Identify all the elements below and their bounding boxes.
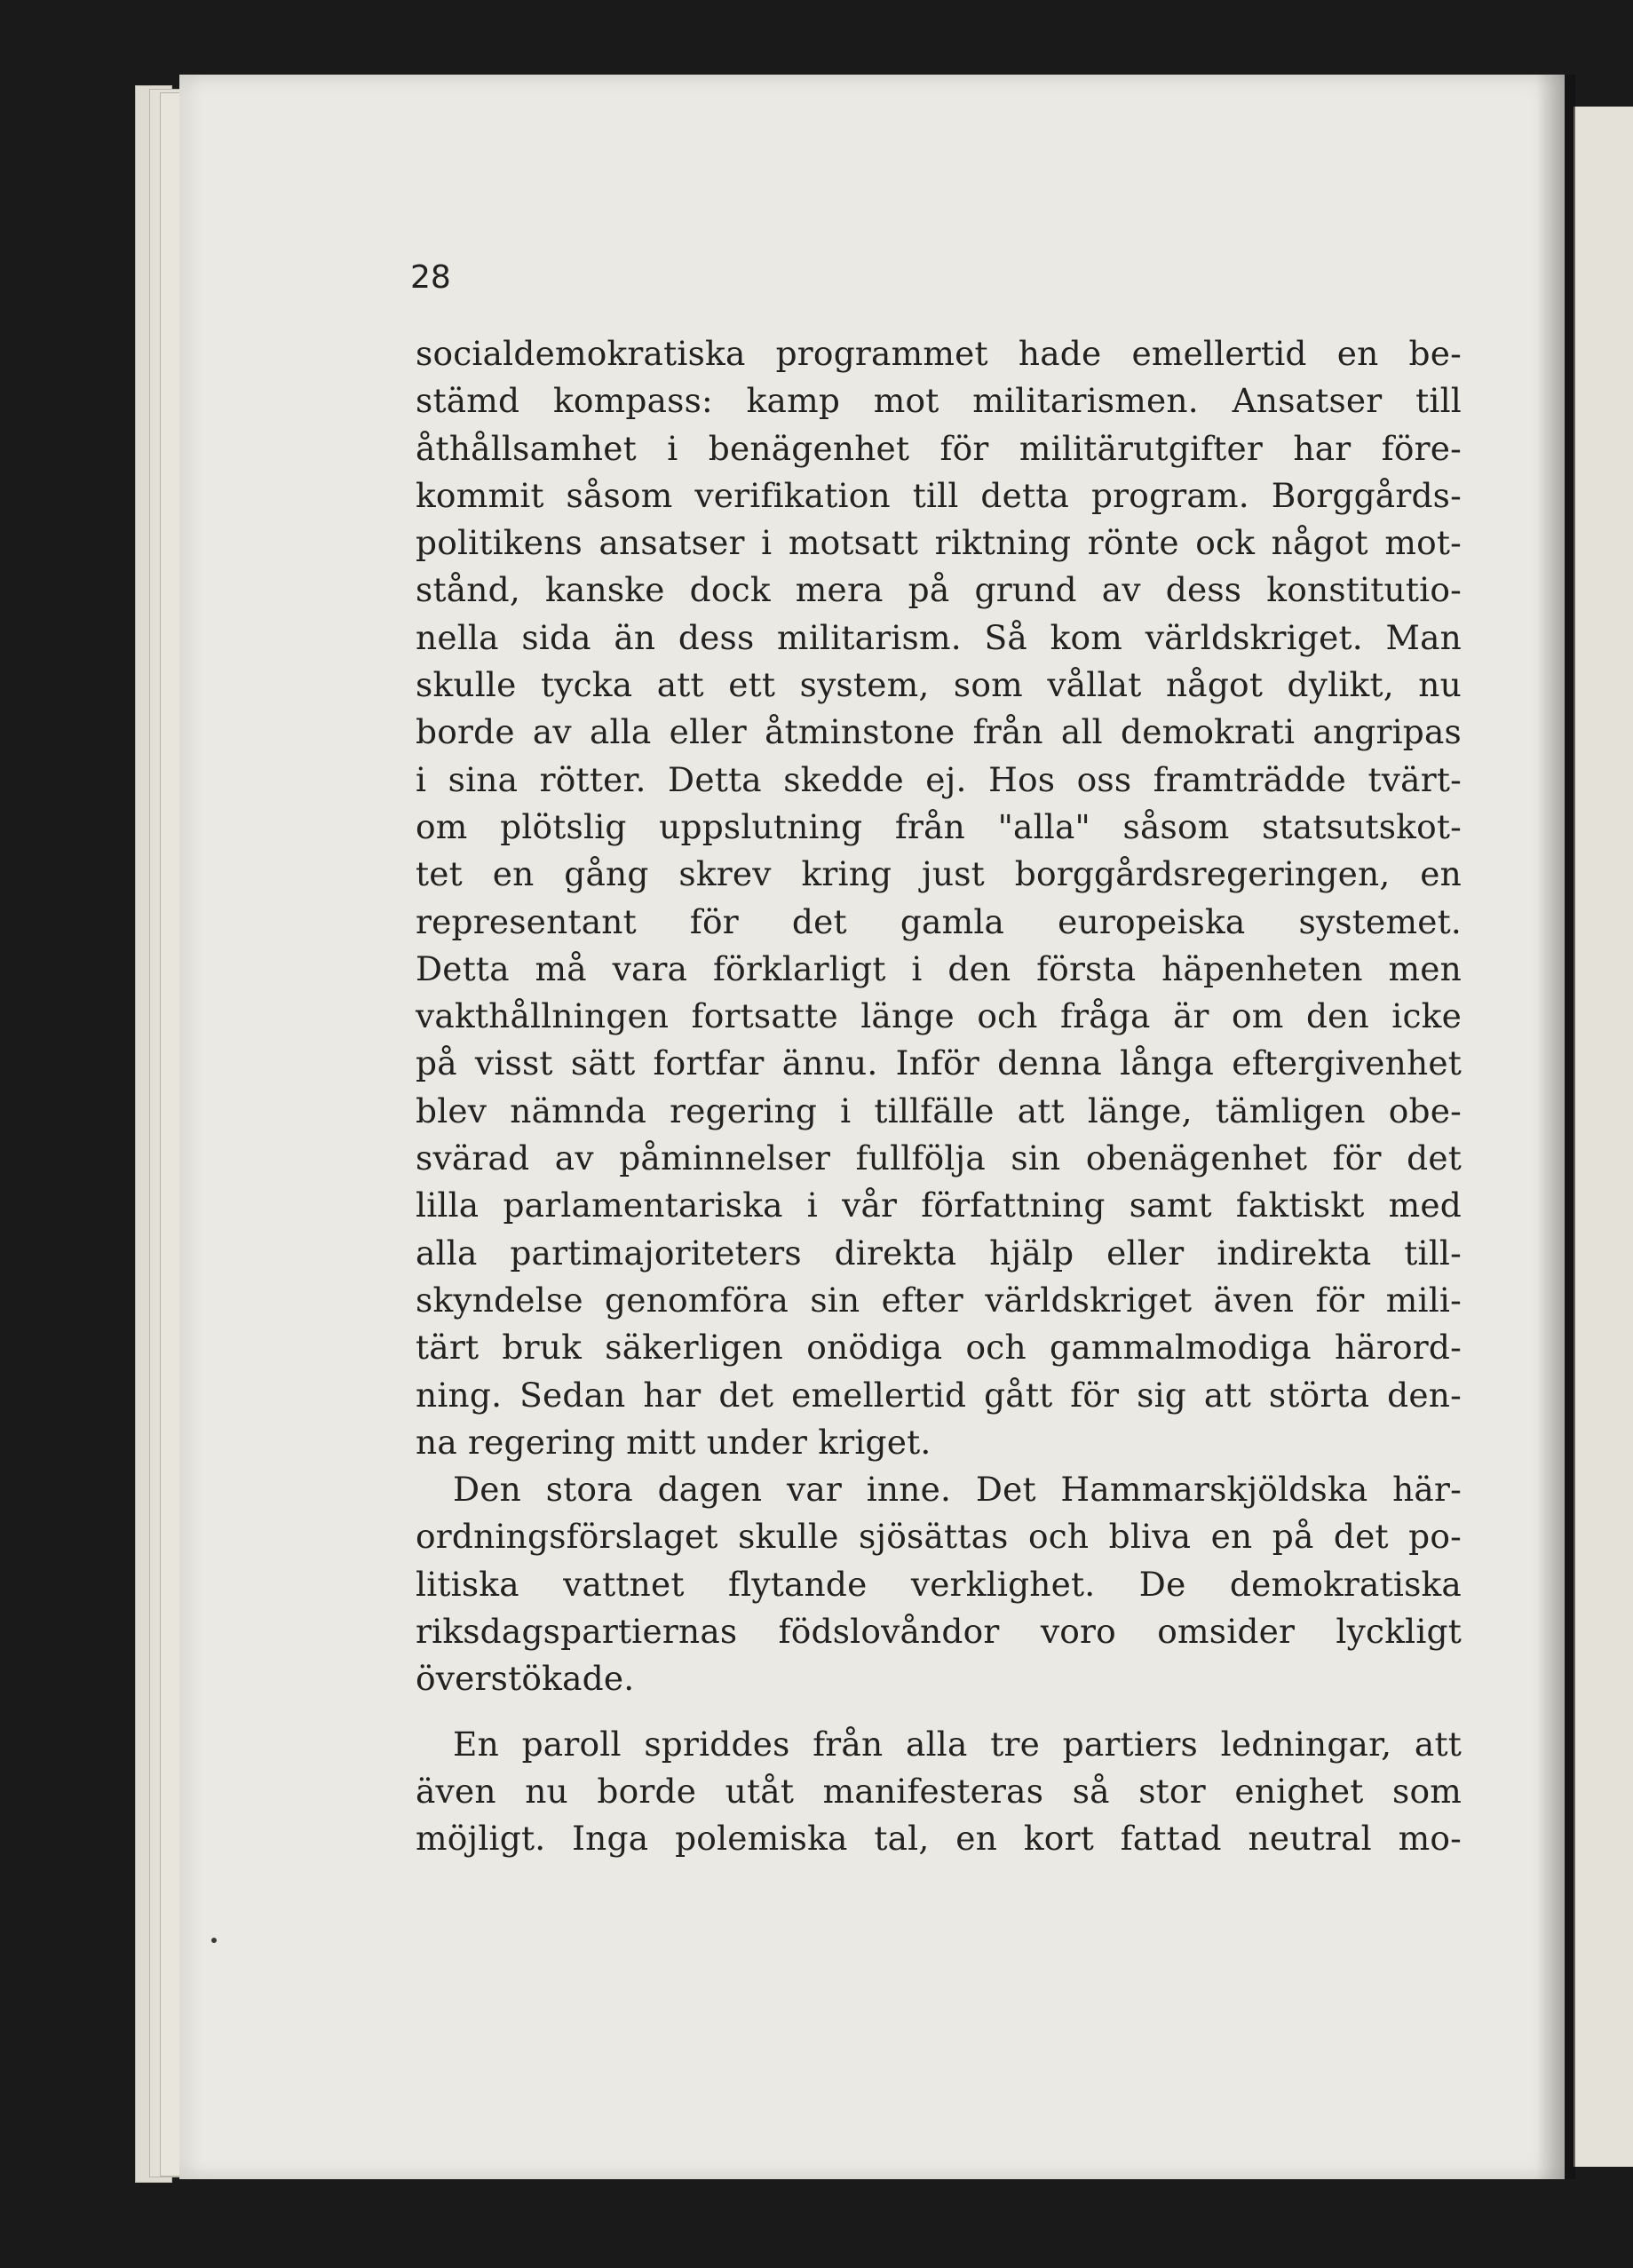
text-line: politikens ansatser i motsatt riktning rönte ock något mot-	[416, 523, 1462, 563]
text-line: blev nämnda regering i tillfälle att länge, tämligen obe-	[416, 1090, 1462, 1130]
ink-speck	[211, 1938, 217, 1943]
text-line: överstökade.	[416, 1659, 635, 1699]
text-line: möjligt. Inga polemiska tal, en kort fattad neutral mo-	[416, 1819, 1462, 1859]
text-line: skulle tycka att ett system, som vållat något dylikt, nu	[416, 665, 1462, 705]
text-line: på visst sätt fortfar ännu. Inför denna långa eftergivenhet	[416, 1043, 1462, 1083]
paragraph	[416, 330, 1462, 1466]
text-line: om plötslig uppslutning från "alla" såsom statsutskot-	[416, 806, 1462, 846]
text-line: En paroll spriddes från alla tre partiers ledningar, att	[453, 1724, 1462, 1764]
text-line: Detta må vara förklarligt i den första häpenheten men	[416, 948, 1462, 988]
paragraph	[416, 1466, 1462, 1702]
text-line: Den stora dagen var inne. Det Hammarskjöldska här-	[453, 1470, 1462, 1510]
text-line: ordningsförslaget skulle sjösättas och bliva en på det po-	[416, 1517, 1462, 1557]
facing-page	[1574, 107, 1633, 2167]
text-line: stämd kompass: kamp mot militarismen. Ansatser till	[416, 381, 1462, 421]
body-text	[416, 330, 1462, 1863]
text-line: stånd, kanske dock mera på grund av dess konstitutio-	[416, 570, 1462, 610]
text-line: lilla parlamentariska i vår författning samt faktiskt med	[416, 1186, 1462, 1225]
text-line: alla partimajoriteters direkta hjälp eller indirekta till-	[416, 1233, 1462, 1273]
text-line: svärad av påminnelser fullfölja sin obenägenhet för det	[416, 1138, 1462, 1178]
text-line: åthållsamhet i benägenhet för militärutgifter har före-	[416, 428, 1462, 468]
text-line: ning. Sedan har det emellertid gått för sig att störta den-	[416, 1375, 1462, 1415]
text-line: vakthållningen fortsatte länge och fråga är om den icke	[416, 996, 1462, 1036]
text-line: borde av alla eller åtminstone från all demokrati angripas	[416, 712, 1462, 752]
text-line: riksdagspartiernas födslovåndor voro omsider lyckligt	[416, 1612, 1462, 1652]
text-line: litiska vattnet flytande verklighet. De demokratiska	[416, 1564, 1462, 1604]
paragraph-gap	[416, 1703, 1462, 1721]
text-line: representant för det gamla europeiska systemet.	[416, 901, 1462, 941]
page-number: 28	[410, 259, 451, 296]
paragraph	[416, 1721, 1462, 1863]
text-line: tärt bruk säkerligen onödiga och gammalmodiga härord-	[416, 1328, 1462, 1368]
text-line: tet en gång skrev kring just borggårdsregeringen, en	[416, 854, 1462, 894]
text-line: skyndelse genomföra sin efter världskriget även för mili-	[416, 1280, 1462, 1320]
text-line: nella sida än dess militarism. Så kom världskriget. Man	[416, 617, 1462, 657]
text-line: i sina rötter. Detta skedde ej. Hos oss framträdde tvärt-	[416, 759, 1462, 799]
text-line: na regering mitt under kriget.	[416, 1422, 931, 1462]
gutter-shadow	[1536, 75, 1575, 2179]
text-line: socialdemokratiska programmet hade emellertid en be-	[416, 334, 1462, 373]
text-line: kommit såsom verifikation till detta program. Borggårds-	[416, 475, 1462, 515]
text-line: även nu borde utåt manifesteras så stor enighet som	[416, 1771, 1462, 1811]
